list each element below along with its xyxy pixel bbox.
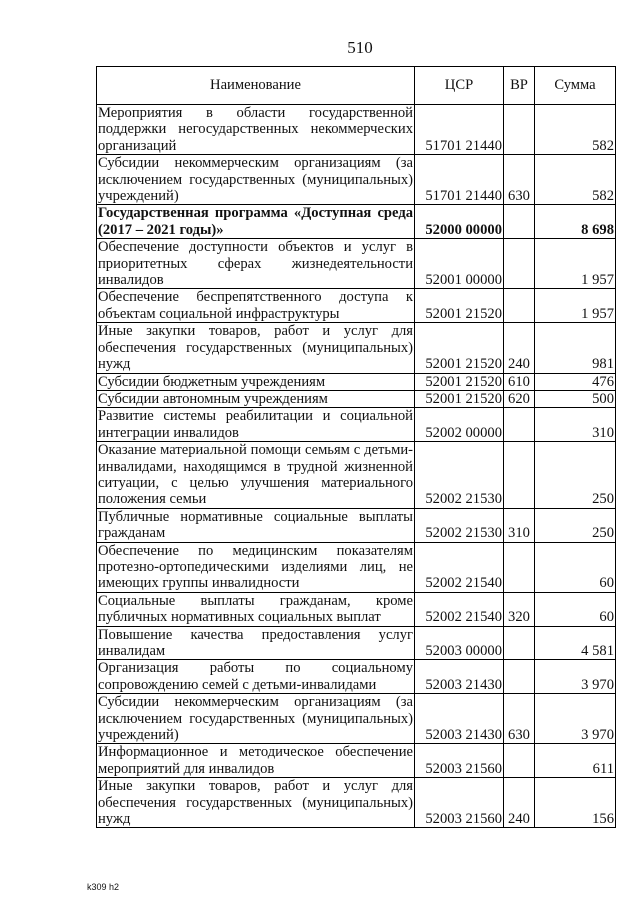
row-name-cell: Организация работы по социальному сопровождению семей с детьми-инвалидами [98,660,413,693]
row-sum-cell: 3 970 [535,660,616,694]
budget-table [96,66,616,828]
row-vr-cell [504,289,535,323]
table-row [97,542,616,592]
row-sum-cell: 250 [535,442,616,509]
row-vr-cell [504,626,535,660]
row-name-cell: Обеспечение доступности объектов и услуг в приоритетных сферах жизнедеятельности инвалидов [98,239,413,289]
row-csr-cell: 52001 21520 [415,289,504,323]
table-row [97,323,616,373]
row-vr-cell: 620 [504,390,535,407]
header-sum: Сумма [535,67,616,105]
row-sum-cell: 611 [535,744,616,778]
row-name-cell: Иные закупки товаров, работ и услуг для обеспечения государственных (муниципальных) нужд [98,778,413,828]
row-name-cell: Публичные нормативные социальные выплаты гражданам [98,508,413,542]
row-csr-cell: 52002 21530 [415,442,504,509]
row-sum-cell: 4 581 [535,626,616,660]
table-row [97,744,616,778]
row-csr-cell: 52000 00000 [415,205,504,239]
row-name-cell: Повышение качества предоставления услуг инвалидам [98,626,413,659]
header-name: Наименование [97,67,415,105]
table-header-row [97,67,616,105]
row-sum-cell: 310 [535,408,616,442]
row-name-cell: Обеспечение беспрепятственного доступа к объектам социальной инфраструктуры [98,289,413,322]
table-row [97,660,616,694]
row-name-cell: Иные закупки товаров, работ и услуг для обеспечения государственных (муниципальных) нужд [98,323,413,373]
row-name-cell: Субсидии автономным учреждениям [97,390,415,407]
row-sum-cell: 582 [535,155,616,205]
row-csr-cell: 52002 21530 [415,508,504,542]
row-csr-cell: 52003 00000 [415,626,504,660]
row-sum-cell: 250 [535,508,616,542]
table-row [97,390,616,407]
row-name-cell: Развитие системы реабилитации и социальной интеграции инвалидов [98,408,413,441]
row-name-cell: Социальные выплаты гражданам, кроме публичных нормативных социальных выплат [98,592,413,626]
row-sum-cell: 476 [535,373,616,390]
row-vr-cell [504,408,535,442]
row-vr-cell: 240 [504,323,535,373]
row-csr-cell: 52001 21520 [415,323,504,373]
table-row [97,778,616,828]
table-row [97,155,616,205]
row-sum-cell: 500 [535,390,616,407]
row-vr-cell [504,442,535,509]
row-sum-cell: 1 957 [535,289,616,323]
table-row [97,442,616,509]
row-sum-cell: 582 [535,105,616,155]
row-csr-cell: 52001 00000 [415,239,504,289]
row-csr-cell: 52001 21520 [415,390,504,407]
row-vr-cell [504,205,535,239]
row-vr-cell [504,744,535,778]
table-row [97,205,616,239]
row-csr-cell: 52002 21540 [415,592,504,626]
row-csr-cell: 52002 21540 [415,542,504,592]
row-name-cell: Оказание материальной помощи семьям с детьми-инвалидами, находящимся в трудной жизненной ситуации, с целью улучшения материального положения семьи [98,442,413,508]
row-csr-cell: 51701 21440 [415,155,504,205]
table-row [97,592,616,626]
row-sum-cell: 60 [535,542,616,592]
row-name-cell: Субсидии бюджетным учреждениям [97,373,415,390]
row-sum-cell: 981 [535,323,616,373]
row-vr-cell: 310 [504,508,535,542]
table-row [97,373,616,390]
row-csr-cell: 52003 21560 [415,744,504,778]
row-sum-cell: 1 957 [535,239,616,289]
row-csr-cell: 52003 21430 [415,660,504,694]
row-vr-cell [504,239,535,289]
row-name-cell: Мероприятия в области государственной поддержки негосударственных некоммерческих организаций [98,105,413,154]
table-row [97,239,616,289]
row-vr-cell: 610 [504,373,535,390]
header-vr: ВР [504,67,535,105]
row-csr-cell: 51701 21440 [415,105,504,155]
table-row [97,694,616,744]
row-vr-cell: 240 [504,778,535,828]
row-vr-cell [504,542,535,592]
table-row [97,508,616,542]
row-name-cell: Субсидии некоммерческим организациям (за исключением государственных (муниципальных) учреждений) [98,694,413,744]
row-vr-cell: 630 [504,694,535,744]
row-name-cell: Информационное и методическое обеспечение мероприятий для инвалидов [98,744,413,777]
row-csr-cell: 52003 21560 [415,778,504,828]
table-row [97,408,616,442]
row-sum-cell: 3 970 [535,694,616,744]
row-sum-cell: 156 [535,778,616,828]
page-number: 510 [347,38,373,57]
row-vr-cell: 320 [504,592,535,626]
row-name-cell: Обеспечение по медицинским показателям протезно-ортопедическими изделиями лиц, не имеющих группы инвалидности [98,542,413,592]
row-name-cell: Государственная программа «Доступная среда (2017 – 2021 годы)» [98,205,413,238]
table-row [97,105,616,155]
row-csr-cell: 52001 21520 [415,373,504,390]
footer-code: k309 h2 [87,882,120,892]
row-sum-cell: 60 [535,592,616,626]
table-row [97,289,616,323]
row-vr-cell [504,660,535,694]
table-row [97,626,616,660]
row-vr-cell [504,105,535,155]
header-csr: ЦСР [415,67,504,105]
row-sum-cell: 8 698 [535,205,616,239]
row-vr-cell: 630 [504,155,535,205]
row-csr-cell: 52002 00000 [415,408,504,442]
row-csr-cell: 52003 21430 [415,694,504,744]
row-name-cell: Субсидии некоммерческим организациям (за исключением государственных (муниципальных) учреждений) [98,155,413,205]
